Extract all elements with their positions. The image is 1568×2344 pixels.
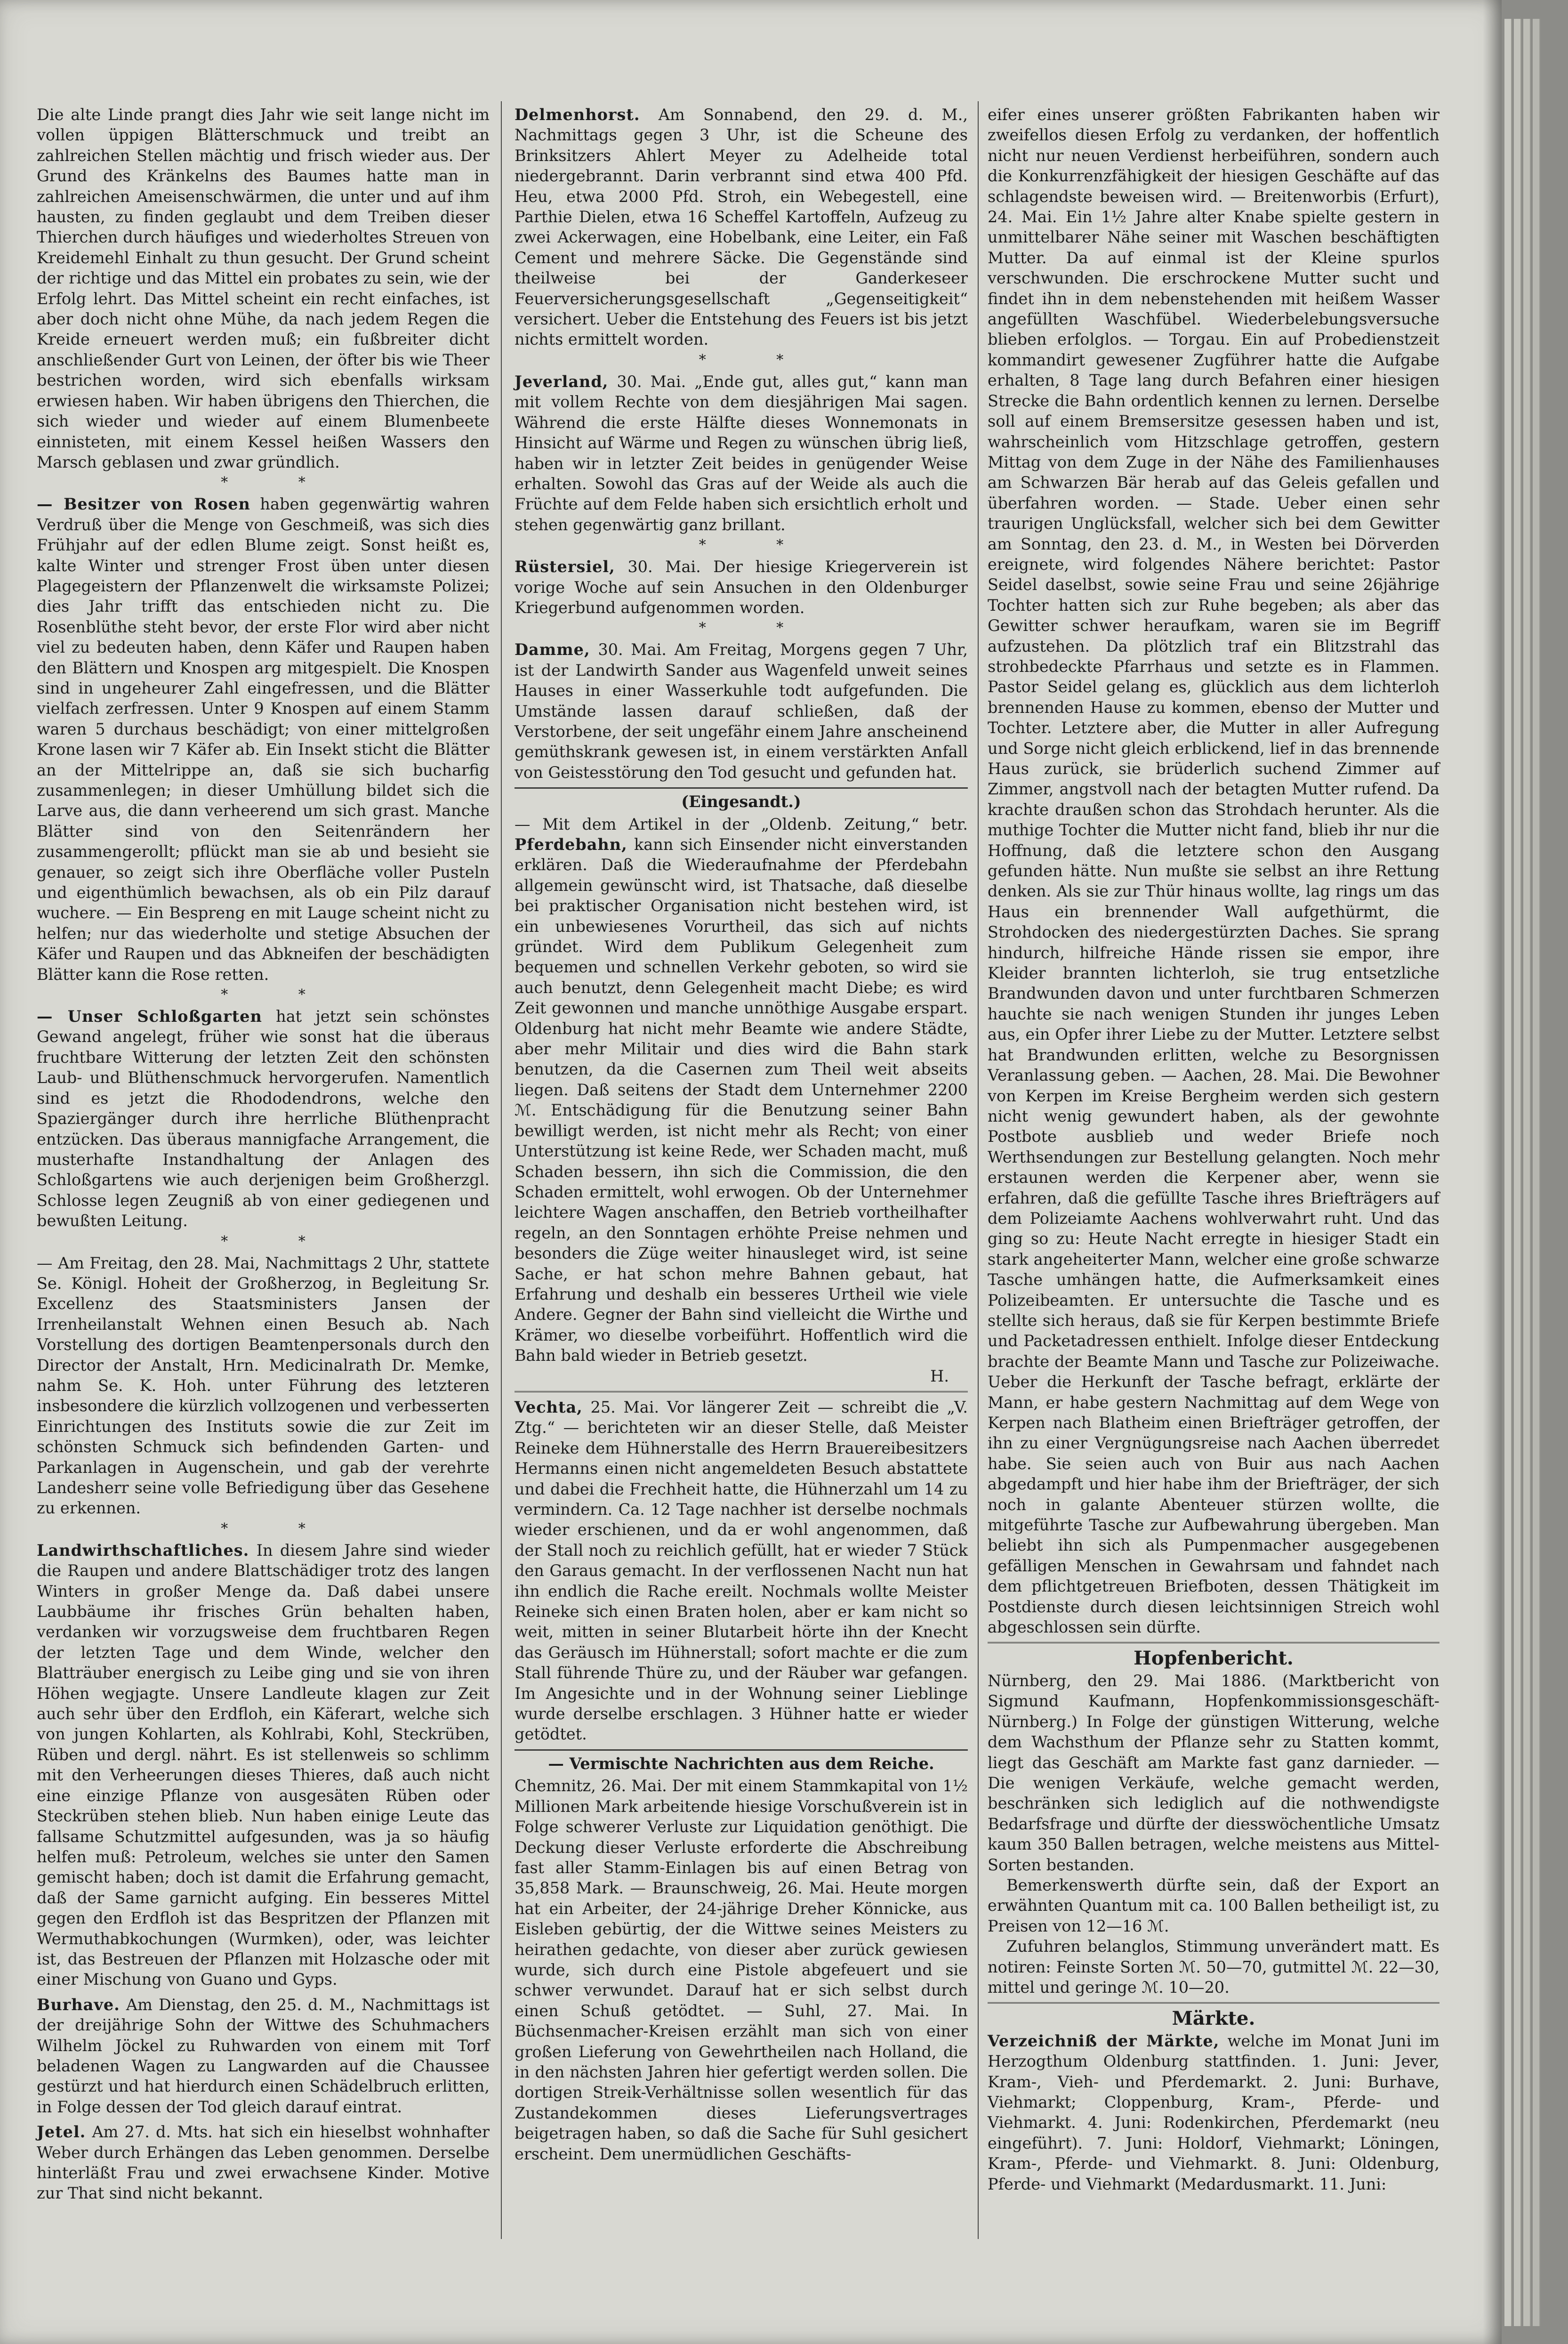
separator-stars: * * [221,474,338,491]
hopfen-paragraph-2: Bemerkenswerth dürfte sein, daß der Export an erwähnten Quantum mit ca. 100 Ballen betheiligt ist, zu Preisen von 12—16 ℳ. [988,1875,1439,1935]
column-right [988,105,1439,2194]
article-rosen-body: haben gegenwärtig wahren Verdruß über die Menge von Geschmeiß, was sich dies Frühjahr auf der edlen Blume zeigt. Sonst heißt es, kalte Winter und strenger Frost üben unter diesen Plagegeistern der Pflanzenwelt die wirksamste Polizei; dies Jahr trifft das entschieden nicht zu. Die Rosenblüthe steht bevor, der erste Flor wird aber nicht viel zu bedeuten haben, denn Käfer und Raupen haben den Blättern und Knospen arg mitgespielt. Die Knospen sind in ungeheurer Zahl eingefressen, und die Blätter vielfach zerfressen. Unter 9 Knospen auf einem Stamm waren 5 durchaus beschädigt; von einer mittelgroßen Krone lasen wir 7 Käfer ab. Ein Insekt sticht die Blätter an der Mittelrippe an, daß sie sich bucharfig zusammenlegen; in dieser Umhüllung bildet sich die Larve aus, die dann verheerend um sich grast. Manche Blätter sind von den Seitenrändern her zusammengerollt; pflückt man sie ab und besieht sie genauer, so zeigt sich ihre Oberfläche voller Pusteln und eigenthümlich bewachsen, als ob ein Pilz darauf wuchere. — Ein Bespreng en mit Lauge scheint nicht zu helfen; nur das wiederholte und stetige Absuchen der Käfer und Raupen und das Abkneifen der beschädigten Blätter kann die Rose retten. [37,495,490,984]
article-delmenhorst [515,105,968,350]
article-burhave-heading: Burhave. [37,1995,120,2014]
article-grossherzog-besuch: — Am Freitag, den 28. Mai, Nachmittags 2 Uhr, stattete Se. Königl. Hoheit der Großherzog, in Begleitung Sr. Excellenz des Staatsministers Jansen der Irrenheilanstalt Wehnen einen Besuch ab. Nach Vorstellung des dortigen Beamtenpersonals durch den Director der Anstalt, Hrn. Medicinalrath Dr. Memke, nahm Se. K. Hoh. unter Führung des letzteren insbesondere die kürzlich vollzogenen und verbesserten Einrichtungen des Instituts sowie die zur Zeit im schönsten Schmuck sich befindenden Garten- und Parkanlagen in Augenschein, und gab der verehrte Landesherr seine volle Befriedigung über das Gesehene zu erkennen. [37,1253,490,1518]
section-title-hopfenbericht: Hopfenbericht. [1134,1647,1294,1670]
article-jetel-heading: Jetel. [37,2123,86,2142]
article-pferdebahn-intro: — Mit dem Artikel in der „Oldenb. Zeitung,“ betr. [515,815,968,833]
article-ruestersiel [515,557,968,618]
separator-stars: * * [221,986,338,1003]
article-damme [515,639,968,783]
column-middle [515,105,968,2164]
article-delmenhorst-heading: Delmenhorst. [515,105,640,124]
separator-stars: * * [699,537,817,554]
article-maerkte-body: welche im Monat Juni im Herzogthum Oldenburg stattfinden. 1. Juni: Jever, Kram-, Vieh- und Pferdemarkt. 2. Juni: Burhave, Viehmarkt; Cloppenburg, Kram-, Pferde- und Viehmarkt. 4. Juni: Rodenkirchen, Pferdemarkt (neu eingeführt). 7. Juni: Holdorf, Viehmarkt; Löningen, Kram-, Pferde- und Viehmarkt. 8. Juni: Oldenburg, Pferde- und Viehmarkt (Medardusmarkt. 11. Juni: [988,2031,1439,2193]
section-title-maerkte: Märkte. [1172,2007,1255,2030]
hopfen-paragraph-3: Zufuhren belanglos, Stimmung unverändert matt. Es notiren: Feinste Sorten ℳ. 50—70, gutmittel ℳ. 22—30, mittel und geringe ℳ. 10—20. [988,1937,1439,1996]
column-rule-left [501,101,502,2239]
separator-stars: * * [699,620,817,637]
article-vermischte: Chemnitz, 26. Mai. Der mit einem Stammkapital von 1½ Millionen Mark arbeitende hiesige Vorschußverein ist in Folge schwerer Verluste zur Liquidation genöthigt. Die Deckung dieser Verluste erforderte die Abschreibung fast aller Stamm-Einlagen bis auf einen Betrag von 35,858 Mark. — Braunschweig, 26. Mai. Heute morgen hat ein Arbeiter, der 24-jährige Dreher Könnicke, aus Eisleben gebürtig, der die Wittwe seines Meisters zu heirathen gedachte, von dieser aber zurück gewiesen wurde, sich durch eine Pistole abgefeuert und sie schwer verwundet. Darauf hat er sich selbst durch einen Schuß getödtet. — Suhl, 27. Mai. In Büchsenmacher-Kreisen erzählt man sich von einer großen Lieferung von Gewehrtheilen nach Holland, die in den nächsten Jahren hier gefertigt werden sollen. Die dortigen Streik-Verhältnisse sollen wesentlich für das Zustandekommen dieses Lieferungsvertrages beigetragen haben, so daß die Sache für Suhl gesichert erscheint. Dem unermüdlichen Geschäfts- [515,1777,968,2163]
separator-stars: * * [221,1233,338,1250]
article-landwirthschaft [37,1540,490,1990]
page-stack-edge [1504,19,1512,2326]
article-jeverland [515,372,968,535]
section-title-eingesandt: (Eingesandt.) [681,792,801,811]
page-gutter-shadow [1483,0,1502,2344]
article-pferdebahn [515,814,968,1366]
article-jeverland-heading: Jeverland, [515,372,609,391]
article-jetel-body: Am 27. d. Mts. hat sich ein hieselbst wohnhafter Weber durch Erhängen das Leben genommen. Derselbe hinterläßt Frau und zwei erwachsene Kinder. Motive zur That sind nicht bekannt. [37,2123,490,2203]
article-ruestersiel-heading: Rüstersiel, [515,558,615,576]
article-jeverland-body: 30. Mai. „Ende gut, alles gut,“ kann man mit vollem Rechte von dem diesjährigen Mai sagen. Während die erste Hälfte dieses Wonnemonats in Hinsicht auf Wärme und Regen zu wünschen übrig ließ, haben wir in letzter Zeit beides in genügender Weise erhalten. Sowohl das Gras auf der Weide als auch die Früchte auf dem Felde haben sich ersichtlich erholt und stehen gegenwärtig ganz brillant. [515,372,968,534]
section-rule [988,1642,1439,1645]
article-burhave [37,1995,490,2117]
article-burhave-body: Am Dienstag, den 25. d. M., Nachmittags ist der dreijährige Sohn der Wittwe des Schuhmachers Wilhelm Jöckel zu Ruhwarden von einem mit Torf beladenen Wagen zu Langwarden auf die Chaussee gestürzt und hat hierdurch einen Schädelbruch erlitten, in Folge dessen der Tod gleich darauf eintrat. [37,1995,490,2116]
article-maerkte-heading: Verzeichniß der Märkte, [988,2031,1220,2050]
page-stack-edge [1523,19,1531,2326]
article-damme-body: 30. Mai. Am Freitag, Morgens gegen 7 Uhr, ist der Landwirth Sander aus Wagenfeld unweit seines Hauses in einer Wasserkuhle todt aufgefunden. Die Umstände lassen darauf schließen, daß der Verstorbene, der seit ungefähr einem Jahre anscheinend gemüthskrank gewesen ist, in einem verstärkten Anfall von Geistesstörung den Tod gesucht und gefunden hat. [515,640,968,782]
article-ruestersiel-body: 30. Mai. Der hiesige Kriegerverein ist vorige Woche auf sein Ansuchen in den Oldenburger Kriegerbund aufgenommen worden. [515,558,968,617]
column-left [37,105,490,2204]
article-rosen-heading: — Besitzer von Rosen [37,495,250,514]
section-rule [515,787,968,789]
article-maerkte [988,2031,1439,2194]
section-title-reich: — Vermischte Nachrichten aus dem Reiche. [548,1754,934,1773]
article-schlossgarten [37,1006,490,1231]
section-rule [515,1391,968,1394]
article-damme-heading: Damme, [515,640,590,659]
article-schlossgarten-heading: — Unser Schloßgarten [37,1007,262,1026]
article-rosen [37,494,490,985]
page-stack-edge [1533,19,1540,2326]
article-vechta-body: 25. Mai. Vor längerer Zeit — schreibt die „V. Ztg.“ — berichteten wir an dieser Stelle, daß Meister Reineke dem Hühnerstalle des Herrn Brauereibesitzers Hermanns einen nicht angemeldeten Besuch abstattete und dabei die Frechheit hatte, die Hühnerzahl um 14 zu vermindern. Ca. 12 Tage nachher ist derselbe nochmals wieder erschienen, und da er wohl angenommen, daß der Stall noch zu reichlich gefüllt, hat er wieder 7 Stück den Garaus gemacht. In der verflossenen Nacht nun hat ihn endlich die Rache ereilt. Nochmals wollte Meister Reineke sich einen Braten holen, aber er kam nicht so weit, mitten in seiner Blutarbeit hörte ihn der Knecht das Geräusch im Hühnerstall; sofort machte er die zum Stall führende Thüre zu, und der Räuber war gefangen. Im Angesichte und in der Wohnung seiner Lieblinge wurde derselbe erschlagen. 3 Hühner hatte er wieder getödtet. [515,1398,968,1744]
page-stack-edge [1514,19,1521,2326]
section-rule [515,1749,968,1751]
article-linde: Die alte Linde prangt dies Jahr wie seit lange nicht im vollen üppigen Blätterschmuck und treibt an zahlreichen Stellen mächtig und frisch wieder aus. Der Grund des Kränkelns des Baumes hatte man in zahlreichen Ameisenschwärmen, die unter und auf ihm hausten, zu finden geglaubt und dem Treiben dieser Thierchen durch häufiges und wiederholtes Streuen von Kreidemehl Einhalt zu thun gesucht. Der Grund scheint der richtige und das Mittel ein probates zu sein, wie der Erfolg lehrt. Das Mittel scheint ein recht einfaches, ist aber doch nicht ohne Mühe, da nach jedem Regen die Kreide erneuert werden muß; ein fußbreiter dicht anschließender Gurt von Leinen, der öfter bis wie Theer bestrichen worden, wird sich ebenfalls wirksam erwiesen haben. Wir haben übrigens den Thierchen, die sich wieder und wieder auf einem Blumenbeete einnisteten, mit einem Kessel heißen Wassers den Marsch geblasen und zwar gründlich. [37,105,490,471]
article-delmenhorst-body: Am Sonnabend, den 29. d. M., Nachmittags gegen 3 Uhr, ist die Scheune des Brinksitzers Ahlert Meyer zu Adelheide total niedergebrannt. Darin verbrannt sind etwa 400 Pfd. Heu, etwa 2000 Pfd. Stroh, ein Webegestell, eine Parthie Dielen, etwa 16 Scheffel Kartoffeln, Aufzeug zu zwei Ackerwagen, eine Hobelbank, eine Leiter, ein Faß Cement und mehrere Säcke. Die Gegenstände sind theilweise bei der Ganderkeseer Feuerversicherungsgesellschaft „Gegenseitigkeit“ versichert. Ueber die Entstehung des Feuers ist bis jetzt nichts ermittelt worden. [515,105,968,349]
hopfen-paragraph-1: Nürnberg, den 29. Mai 1886. (Marktbericht von Sigmund Kaufmann, Hopfenkommissionsgeschäft-Nürnberg.) In Folge der günstigen Witterung, welche dem Wachsthum der Pflanze sehr zu Statten kommt, liegt das Geschäft am Markte fast ganz darnieder. — Die wenigen Verkäufe, welche gemacht werden, beschränken sich lediglich auf die nothwendigste Bedarfsfrage und dürfte der diesswöchentliche Umsatz kaum 350 Ballen betragen, welche meistens aus Mittel-Sorten bestanden. [988,1671,1439,1874]
article-vechta [515,1397,968,1745]
article-jetel [37,2122,490,2204]
section-rule [988,2002,1439,2005]
column-rule-right [978,101,979,2239]
article-schlossgarten-body: hat jetzt sein schönstes Gewand angelegt, früher wie sonst hat die überaus fruchtbare Witterung der letzten Zeit den schönsten Laub- und Blüthenschmuck hervorgerufen. Namentlich sind es jetzt die Rhododendrons, welche den Spaziergänger durch ihre herrliche Blüthenpracht entzücken. Das überaus mannigfache Arrangement, die musterhafte Instandhaltung der Anlagen des Schloßgartens wie auch derjenigen beim Großherzgl. Schlosse legen Zeugniß ab von einer gediegenen und bewußten Leitung. [37,1007,490,1230]
article-pferdebahn-heading: Pferdebahn, [515,835,627,854]
article-vermischte-cont: eifer eines unserer größten Fabrikanten haben wir zweifellos diesen Erfolg zu verdanken, der hoffentlich nicht nur neuen Verdienst herbeiführen, sondern auch die Konkurrenzfähigkeit der hiesigen Geschäfte auf das schlagendste beweisen wird. — Breitenworbis (Erfurt), 24. Mai. Ein 1½ Jahre alter Knabe spielte gestern in unmittelbarer Nähe seiner mit Waschen beschäftigten Mutter. Da auf einmal ist der Kleine spurlos verschwunden. Die erschrockene Mutter sucht und findet ihn in dem nebenstehenden mit heißem Wasser angefüllten Waschfübel. Wiederbelebungsversuche blieben erfolglos. — Torgau. Ein auf Probedienstzeit kommandirt gewesener Zugführer hatte die Aufgabe erhalten, 8 Tage lang durch Befahren einer hiesigen Strecke die Bahn ordentlich kennen zu lernen. Derselbe soll auf einem Bremsersitze gesessen haben und ist, wahrscheinlich vom Hitzschlage getroffen, gestern Mittag von dem Zuge in der Nähe des Familienhauses am Schwarzen Bär herab auf das Geleis gefallen und überfahren worden. — Stade. Ueber einen sehr traurigen Unglücksfall, welcher sich bei dem Gewitter am Sonntag, den 23. d. M., in Westen bei Dörverden ereignete, wird folgendes Nähere berichtet: Pastor Seidel daselbst, sowie seine Frau und seine 26jährige Tochter hatten sich zur Ruhe begeben; als aber das Gewitter schwer heraufkam, waren sie im Begriff aufzustehen. Da plötzlich traf ein Blitzstrahl das strohbedeckte Pfarrhaus und setzte es in Flammen. Pastor Seidel gelang es, glücklich aus dem lichterloh brennenden Hause zu kommen, ebenso der Mutter und Tochter. Letztere aber, die Mutter in aller Aufregung und Sorge nicht gleich erblickend, lief in das brennende Haus zurück, sie brüderlich suchend Zimmer auf Zimmer, angstvoll nach der betagten Mutter rufend. Da krachte draußen schon das Strohdach herunter. Als die muthige Tochter die Mutter nicht fand, blieb ihr nur die Hoffnung, daß die letztere schon den Ausgang gefunden hätte. Nun mußte sie selbst an ihre Rettung denken. Als sie zur Thür hinaus wollte, lag rings um das Haus ein brennender Wall aufgethürmt, die Strohdocken des niedergestürzten Daches. Sie sprang hindurch, hilfreiche Hände rissen sie empor, ihre Kleider brannten lichterloh, sie trug entsetzliche Brandwunden davon und unter furchtbaren Schmerzen hauchte sie nach wenigen Stunden ihr junges Leben aus, ein Opfer ihrer Liebe zu der Mutter. Letztere selbst hat Brandwunden erlitten, welche zu Besorgnissen Veranlassung geben. — Aachen, 28. Mai. Die Bewohner von Kerpen im Kreise Bergheim werden sich gestern nicht wenig gewundert haben, als der gewohnte Postbote ausblieb und weder Briefe noch Werthsendungen zur Bestellung gelangten. Noch mehr erstaunen werden die Kerpener aber, wenn sie erfahren, daß die gefüllte Tasche ihres Briefträgers auf dem Polizeiamte Aachens wohlverwahrt ruht. Und das ging so zu: Heute Nacht erregte in hiesiger Stadt ein stark angeheiterter Mann, welcher eine große schwarze Tasche umhängen hatte, die Aufmerksamkeit eines Polizeibeamten. Er untersuchte die Tasche und es stellte sich heraus, daß sie für Kerpen bestimmte Briefe und Packetadressen enthielt. Infolge dieser Entdeckung brachte der Beamte Mann und Tasche zur Polizeiwache. Ueber die Herkunft der Tasche befragt, erklärte der Mann, er habe gestern Nachmittag auf dem Wege von Kerpen nach Blatheim einen Briefträger getroffen, der ihn zu einer Vergnügungsreise nach Aachen überredet habe. Sie seien auch von Buir aus nach Aachen abgedampft und hier habe ihm der Briefträger, der sich noch in galante Abenteuer stürzen wollte, die mitgeführte Tasche zur Aufbewahrung übergeben. Man beliebt ihn sich als Pumpenmacher ausgegebenen gefälligen Menschen in Gewahrsam und fahndet nach dem pflichtgetreuen Briefboten, dessen Thätigkeit im Postdienste durch diesen leichtsinnigen Streich wohl abgeschlossen sein dürfte. [988,105,1439,1637]
separator-stars: * * [221,1520,338,1537]
article-vechta-heading: Vechta, [515,1398,583,1416]
article-pferdebahn-body: kann sich Einsender nicht einverstanden erklären. Daß die Wiederaufnahme der Pferdebahn allgemein gewünscht wird, ist Thatsache, daß dieselbe bei praktischer Organisation nicht bestehen wird, ist ein unbewiesenes Vorurtheil, das sich auf nichts gründet. Wird dem Publikum Gelegenheit zum bequemen und schnellen Verkehr geboten, so wird sie auch benutzt, denn Gelegenheit macht Diebe; es wird Zeit gewonnen und manche unnöthige Ausgabe erspart. Oldenburg hat nicht mehr Beamte wie andere Städte, aber mehr Militair und dies wird die Bahn stark benutzen, da die Casernen zum Theil weit abseits liegen. Daß seitens der Stadt dem Unternehmer 2200 ℳ. Entschädigung für die Benutzung seiner Bahn bewilligt werden, ist nicht mehr als Recht; von einer Unterstützung ist keine Rede, wer Schaden macht, muß Schaden bessern, ihn sich die Commission, die den Schaden ermittelt, wohl erwogen. Ob der Unternehmer leichtere Wagen anschaffen, den Betrieb vortheilhafter regeln, an den Sonntagen erhöhte Preise nehmen und besonders die Züge weiter hinausleget wird, ist seine Sache, er hat schon mehre Bahnen gebaut, hat Erfahrung und deshalb ein besseres Urtheil wie viele Andere. Gegner der Bahn sind vielleicht die Wirthe und Krämer, wo dieselbe vorbeiführt. Hoffentlich wird die Bahn bald wieder in Betrieb gesetzt. [515,835,968,1365]
article-landwirthschaft-heading: Landwirthschaftliches. [37,1541,249,1560]
article-pferdebahn-signature: H. [930,1366,949,1385]
separator-stars: * * [699,351,817,368]
article-landwirthschaft-body: In diesem Jahre sind wieder die Raupen und andere Blattschädiger trotz des langen Winters in großer Menge da. Daß dabei unsere Laubbäume ihr frisches Grün behalten haben, verdanken wir vorzugsweise dem fruchtbaren Regen der letzten Tage und dem Winde, welcher den Blatträuber energisch zu Leibe ging und sie von ihren Höhen wegjagte. Unsere Landleute klagen zur Zeit auch sehr über den Erdfloh, ein Käferart, welche sich von jungen Kohlarten, als Kohlrabi, Kohl, Steckrüben, Rüben und dergl. nährt. Es ist stellenweis so schlimm mit den Verheerungen dieses Thieres, daß auch nicht eine einzige Pflanze von ausgesäten Rüben oder Steckrüben stehen blieb. Nun haben einige Leute das fallsame Schutzmittel aufgesunden, was ja so häufig helfen muß: Petroleum, welches sie unter den Samen gemischt haben; doch ist damit die Erfahrung gemacht, daß der Same garnicht aufging. Ein besseres Mittel gegen den Erdfloh ist das Bespritzen der Pflanzen mit Wermuthabkochungen (Wurmken), oder, was leichter ist, das Bestreuen der Pflanzen mit Holzasche oder mit einer Mischung von Guano und Gyps. [37,1541,490,1989]
